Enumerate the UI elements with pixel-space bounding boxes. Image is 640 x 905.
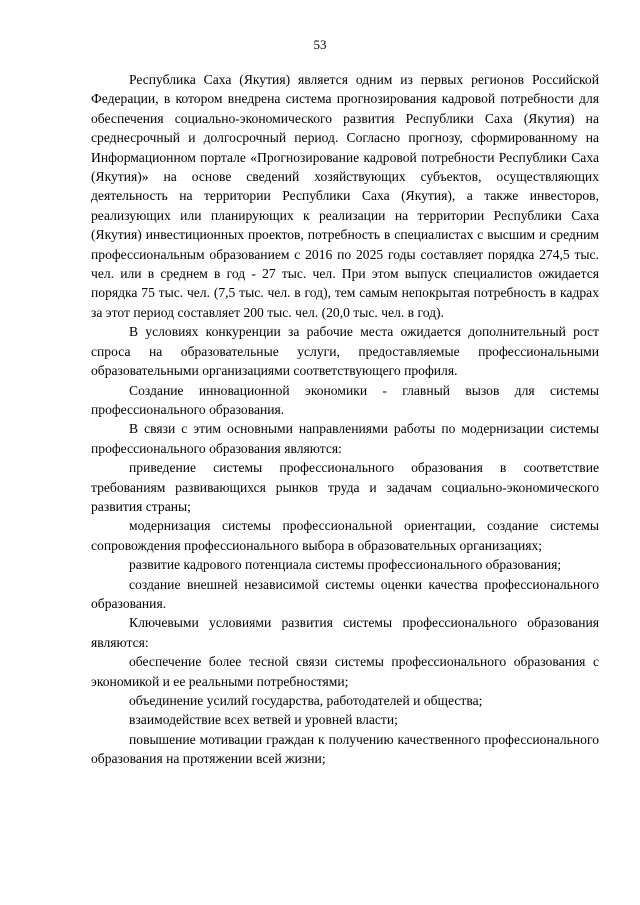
list-item: объединение усилий государства, работодателей и общества;: [129, 693, 483, 708]
list-item: создание внешней независимой системы оценки качества профессионального образования.: [91, 576, 599, 611]
list-item: развитие кадрового потенциала системы профессионального образования;: [129, 557, 562, 573]
list-item: взаимодействие всех ветвей и уровней власти;: [129, 712, 398, 728]
paragraph-innovation: Создание инновационной экономики - главный вызов для системы профессионального образования.: [91, 382, 599, 417]
paragraph-competition: В условиях конкуренции за рабочие места ожидается дополнительный рост спроса на образовательные услуги, предоставляемые профессиональными образовательными организациями соответствующего профиля.: [91, 324, 599, 379]
list-item: модернизация системы профессиональной ориентации, создание системы сопровождения профессионального выбора в образовательных организациях;: [91, 518, 599, 553]
paragraph-conditions-intro: Ключевыми условиями развития системы профессионального образования являются:: [91, 615, 599, 650]
body-text: [91, 70, 599, 769]
list-item: обеспечение более тесной связи системы профессионального образования с экономикой и ее реальными потребностями;: [91, 654, 599, 689]
page-number: 53: [313, 37, 327, 52]
paragraph-directions-intro: В связи с этим основными направлениями работы по модернизации системы профессионального образования являются:: [91, 421, 599, 456]
list-item: повышение мотивации граждан к получению качественного профессионального образования на протяжении всей жизни;: [91, 731, 599, 767]
list-item: приведение системы профессионального образования в соответствие требованиям развивающихся рынков труда и задачам социально-экономического развития страны;: [91, 460, 599, 514]
paragraph-forecast: Республика Саха (Якутия) является одним из первых регионов Российской Федерации, в котором внедрена система прогнозирования кадровой потребности для обеспечения социально-экономического развития Республики Саха (Якутия) на среднесрочный и долгосрочный период. Согласно прогнозу, сформированному на Информационном портале «Прогнозирование кадровой потребности Республики Саха (Якутия)» на основе сведений хозяйствующих субъектов, осуществляющих деятельность на территории Республики Саха (Якутия), а также инвесторов, реализующих или планирующих к реализации на территории Республики Саха (Якутия) инвестиционных проектов, потребность в специалистах с высшим и средним профессиональным образованием с 2016 по 2025 годы составляет порядка 274,5 тыс. чел. или в среднем в год - 27 тыс. чел. При этом выпуск специалистов ожидается порядка 75 тыс. чел. (7,5 тыс. чел. в год), тем самым непокрытая потребность в кадрах за этот период составляет 200 тыс. чел. (20,0 тыс. чел. в год).: [91, 72, 599, 320]
